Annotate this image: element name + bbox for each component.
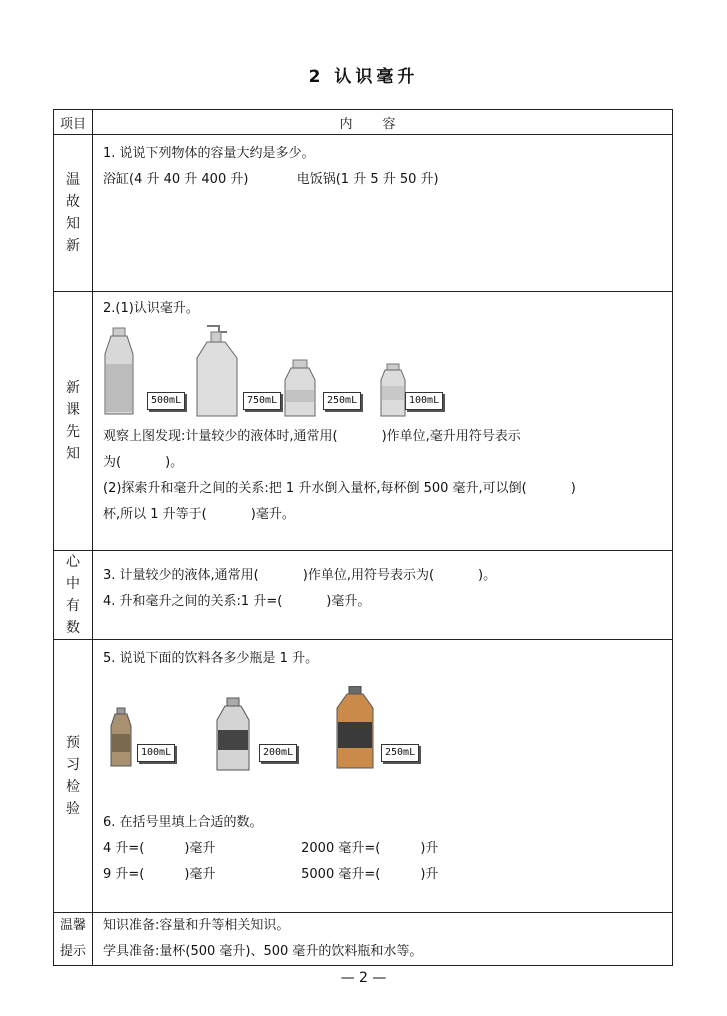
preview-label-cell (54, 292, 93, 551)
header-content: 内容 (93, 110, 673, 135)
bottle-label-250: 250mL (323, 392, 361, 410)
bottle-100ml (381, 364, 405, 416)
r1c1-text-a: 4 升=( (103, 841, 145, 856)
q6-text: 6. 在括号里填上合适的数。 (103, 815, 263, 830)
drink-illustrations (103, 686, 433, 782)
table-header-row (54, 110, 673, 135)
drink-label-250: 250mL (381, 744, 419, 762)
r1c1-text-b: )毫升 (184, 841, 216, 856)
tips-label-2: 提示 (59, 944, 86, 959)
bottle-label-100: 100mL (405, 392, 443, 410)
tips-row (54, 913, 673, 966)
r2c1-text-a: 9 升=( (103, 867, 145, 882)
observe-text-d: )。 (165, 455, 184, 470)
observe-text-b: )作单位,毫升用符号表示 (381, 429, 521, 444)
tips-content (93, 913, 673, 966)
q5-text: 5. 说说下面的饮料各多少瓶是 1 升。 (103, 651, 319, 666)
bottles-figure (103, 324, 662, 420)
observe-text-c: 为( (103, 455, 122, 470)
review-label-cell (54, 135, 93, 292)
r2c1-text-b: )毫升 (184, 867, 216, 882)
check-label-cell (54, 640, 93, 913)
preview-label: 新课先知 (66, 380, 80, 462)
observe-text-a: 观察上图发现:计量较少的液体时,通常用( (103, 429, 338, 444)
r1c2-text-a: 2000 毫升=( (301, 841, 381, 856)
check-content (93, 640, 673, 913)
explore-text-b: ) (570, 481, 576, 496)
drink-250ml (337, 686, 373, 768)
bathtub-options: 浴缸(4 升 40 升 400 升) (103, 172, 249, 187)
q2-text: 2.(1)认识毫升。 (103, 301, 199, 316)
summary-label-cell (54, 551, 93, 640)
page-title: 2 认识毫升 (308, 67, 419, 87)
drink-label-100: 100mL (137, 744, 175, 762)
explore-text-a: (2)探索升和毫升之间的关系:把 1 升水倒入量杯,每杯倒 500 毫升,可以倒( (103, 481, 527, 496)
bottle-label-750: 750mL (243, 392, 281, 410)
summary-content (93, 551, 673, 640)
tips-label-cell (54, 913, 93, 966)
drink-label-200: 200mL (259, 744, 297, 762)
check-label: 预习检验 (66, 735, 80, 817)
tips-label-1: 温馨 (59, 918, 86, 933)
bottle-250ml (285, 360, 315, 416)
q3-text-a: 3. 计量较少的液体,通常用( (103, 568, 259, 583)
r1c2-text-b: )升 (420, 841, 439, 856)
summary-label: 心中有数 (66, 554, 80, 636)
preview-row (54, 292, 673, 551)
explore-text-d: )毫升。 (250, 507, 295, 522)
check-row (54, 640, 673, 913)
q1-text: 1. 说说下列物体的容量大约是多少。 (103, 146, 315, 161)
r2c2-text-b: )升 (420, 867, 439, 882)
worksheet-table (53, 109, 673, 966)
drink-200ml (217, 698, 249, 770)
q3-text-c: )。 (478, 568, 497, 583)
review-content (93, 135, 673, 292)
explore-text-c: 杯,所以 1 升等于( (103, 507, 207, 522)
q3-text-b: )作单位,用符号表示为( (302, 568, 435, 583)
review-row (54, 135, 673, 292)
cooker-options: 电饭锅(1 升 5 升 50 升) (296, 172, 439, 187)
preview-content (93, 292, 673, 551)
tips-line-1: 知识准备:容量和升等相关知识。 (103, 918, 290, 933)
page-number: — 2 — (340, 970, 387, 986)
bottle-500ml (105, 328, 133, 414)
r2c2-text-a: 5000 毫升=( (301, 867, 381, 882)
header-item: 项目 (54, 110, 93, 135)
bottle-750ml (197, 326, 237, 416)
q4-text-b: )毫升。 (326, 594, 371, 609)
summary-row (54, 551, 673, 640)
review-label: 温故知新 (66, 172, 80, 254)
tips-line-2: 学具准备:量杯(500 毫升)、500 毫升的饮料瓶和水等。 (103, 944, 423, 959)
drink-100ml (111, 708, 131, 766)
drinks-figure (103, 686, 662, 782)
q4-text-a: 4. 升和毫升之间的关系:1 升=( (103, 594, 283, 609)
bottle-label-500: 500mL (147, 392, 185, 410)
